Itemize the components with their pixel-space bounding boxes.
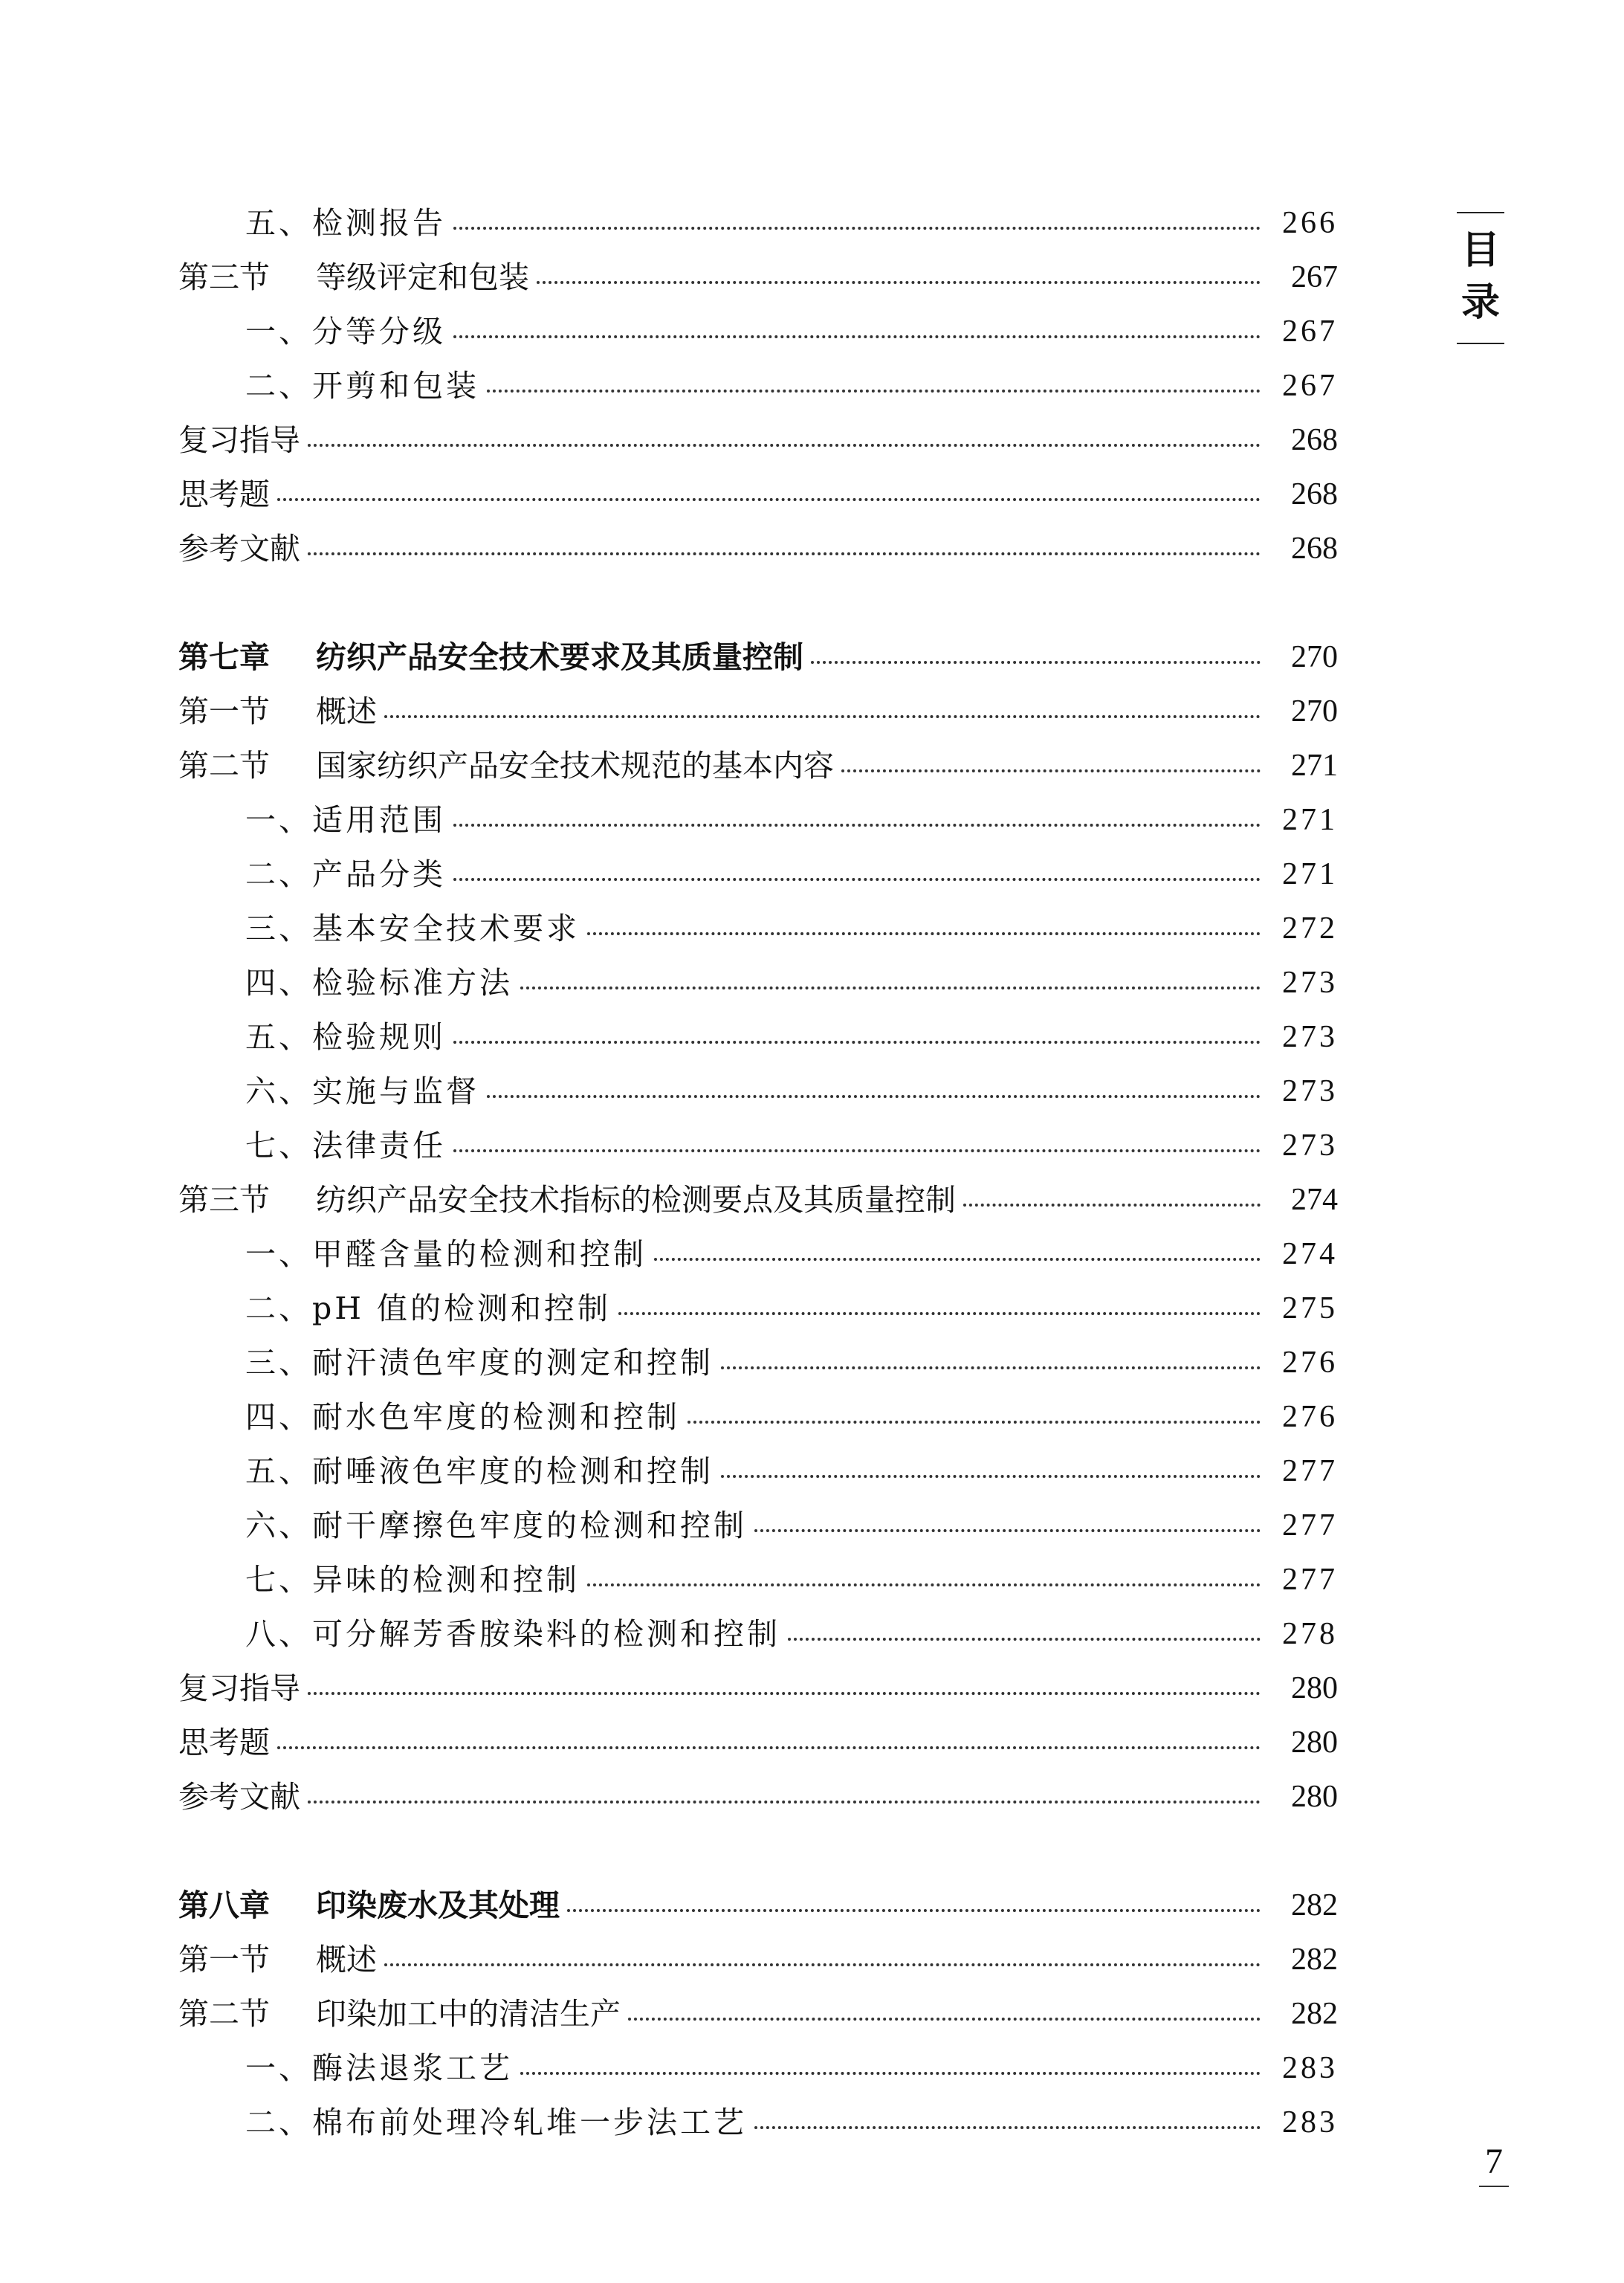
toc-entry-number: 第一节 [178,1942,270,1977]
toc-entry-title: 概述 [316,694,377,729]
dot-leader [628,1987,1261,2021]
toc-entry-page: 274 [1282,1237,1338,1271]
toc-entry-label [178,1879,1271,1932]
toc-entry-page: 277 [1282,1563,1338,1597]
toc-entry-label [245,1336,1271,1389]
toc-entry-number: 一、 [245,314,312,349]
toc-subsection-entry[interactable] [178,1282,1338,1335]
toc-entry-label [178,1987,1271,2041]
toc-entry-number: 一、 [245,1236,312,1272]
dot-leader [384,685,1261,718]
toc-entry-label [178,522,1271,575]
toc-entry-number: 七、 [245,1128,312,1163]
toc-entry-number: 二、 [245,1291,312,1326]
toc-entry-number: 四、 [245,1399,312,1435]
toc-entry-title: 思考题 [178,1725,270,1760]
toc-entry-page: 268 [1291,532,1338,566]
dot-leader [277,1716,1261,1749]
toc-subsection-entry[interactable] [178,1553,1338,1607]
dot-leader [487,1065,1261,1098]
toc-entry-label [245,2096,1271,2149]
toc-entry-label [245,847,1271,901]
toc-entry-page: 268 [1291,423,1338,457]
toc-entry-title: pH 值的检测和控制 [312,1291,612,1326]
toc-entry-label [245,1499,1271,1552]
toc-entry-number: 六、 [245,1508,312,1543]
dot-leader [963,1173,1261,1207]
toc-entry-label [245,1444,1271,1498]
toc-entry-page: 271 [1291,749,1338,783]
toc-entry-page: 267 [1291,260,1338,294]
toc-entry-label [245,2041,1271,2095]
toc-entry-page: 283 [1282,2051,1338,2085]
toc-entry-number: 七、 [245,1562,312,1598]
toc-entry-label [178,1662,1271,1715]
toc-entry-page: 282 [1291,1943,1338,1977]
toc-subsection-entry[interactable] [178,2041,1338,2095]
toc-entry-label [245,902,1271,955]
toc-entry-page: 266 [1282,206,1338,240]
toc-entry-label [245,1282,1271,1335]
page-number: 7 [1485,2142,1503,2181]
toc-entry-page: 267 [1282,314,1338,349]
toc-entry-page: 272 [1282,911,1338,946]
toc-subsection-entry[interactable] [178,1065,1338,1118]
dot-leader [308,1662,1261,1695]
toc-entry-page: 273 [1282,1128,1338,1163]
toc-entry-title: 耐水色牢度的检测和控制 [312,1399,680,1435]
toc-entry-number: 五、 [245,1453,312,1489]
toc-subsection-entry[interactable] [178,1010,1338,1064]
toc-entry-number: 四、 [245,965,312,1001]
toc-section-entry[interactable] [178,251,1338,304]
toc-entry-label [178,468,1271,521]
side-tab-char-1: 目 [1460,228,1500,273]
toc-entry-label [178,1933,1271,1986]
dot-leader [277,468,1261,501]
toc-entry-title: 复习指导 [178,422,300,458]
toc-entry-page: 271 [1282,803,1338,837]
toc-entry-number: 二、 [245,2105,312,2140]
toc-entry-title: 甲醛含量的检测和控制 [312,1236,647,1272]
toc-entry-title: 酶法退浆工艺 [312,2050,513,2086]
toc-entry-number: 第一节 [178,694,270,729]
toc-entry-label [245,1227,1271,1281]
toc-subsection-entry[interactable] [178,1336,1338,1389]
side-tab-top-rule [1457,212,1504,213]
toc-entry-number: 五、 [245,205,312,241]
toc-entry-number: 三、 [245,1345,312,1381]
toc-entry-number: 一、 [245,802,312,838]
toc-entry-title: 可分解芳香胺染料的检测和控制 [312,1616,780,1652]
dot-leader [453,1119,1261,1152]
dot-leader [453,305,1261,338]
toc-entry[interactable] [178,522,1338,575]
toc-entry-label [178,630,1271,684]
toc-section-entry[interactable] [178,1933,1338,1986]
toc-subsection-entry[interactable] [178,1444,1338,1498]
toc-entry[interactable] [178,1770,1338,1824]
toc-entry-number: 第七章 [178,639,270,675]
dot-leader [567,1879,1261,1912]
dot-leader [520,2041,1261,2075]
toc-entry-label [245,956,1271,1010]
toc-entry-number: 六、 [245,1073,312,1109]
toc-entry-label [245,1010,1271,1064]
toc-entry-title: 耐唾液色牢度的检测和控制 [312,1453,714,1489]
toc-entry-page: 280 [1291,1780,1338,1814]
dot-leader [453,847,1261,881]
toc-entry-title: 异味的检测和控制 [312,1562,580,1598]
toc-entry-page: 270 [1291,640,1338,674]
toc-entry-page: 274 [1291,1183,1338,1217]
toc-entry-page: 268 [1291,477,1338,511]
dot-leader [453,196,1261,230]
toc-entry-title: 纺织产品安全技术指标的检测要点及其质量控制 [316,1182,956,1218]
toc-subsection-entry[interactable] [178,956,1338,1010]
toc-subsection-entry[interactable] [178,196,1338,250]
toc-entry-label [178,1716,1271,1769]
toc-entry-page: 273 [1282,966,1338,1000]
toc-entry-number: 第二节 [178,1996,270,2032]
toc-entry-page: 276 [1282,1400,1338,1434]
toc-entry-title: 复习指导 [178,1670,300,1706]
toc-entry-title: 检验规则 [312,1019,446,1055]
toc-entry-label [245,1065,1271,1118]
dot-leader [688,1390,1261,1424]
dot-leader [618,1282,1261,1315]
toc-subsection-entry[interactable] [178,793,1338,847]
toc-entry-title: 适用范围 [312,802,446,838]
toc-entry-title: 概述 [316,1942,377,1977]
dot-leader [721,1444,1261,1478]
toc-section-entry[interactable] [178,739,1338,792]
toc-entry-number: 八、 [245,1616,312,1652]
dot-leader [754,1499,1261,1532]
toc-entry-title: 思考题 [178,477,270,512]
dot-leader [587,902,1261,935]
toc-entry-title: 分等分级 [312,314,446,349]
toc-entry-label [245,196,1271,250]
toc-entry-number: 三、 [245,911,312,946]
toc-entry-title: 纺织产品安全技术要求及其质量控制 [316,639,803,675]
toc-section-entry[interactable] [178,1987,1338,2041]
toc-entry-label [178,1770,1271,1824]
toc-entry-label [178,739,1271,792]
toc-entry[interactable] [178,1662,1338,1715]
toc-entry-label [245,1119,1271,1172]
dot-leader [841,739,1261,772]
toc-entry-title: 参考文献 [178,1779,300,1815]
toc-subsection-entry[interactable] [178,902,1338,955]
table-of-contents [178,0,1338,2283]
toc-subsection-entry[interactable] [178,1390,1338,1444]
toc-entry-title: 产品分类 [312,856,446,892]
toc-entry-label [245,793,1271,847]
toc-entry-title: 检验标准方法 [312,965,513,1001]
dot-leader [453,793,1261,827]
toc-entry-label [245,305,1271,358]
dot-leader [487,359,1261,393]
section-side-tab [1457,212,1504,346]
toc-entry-number: 一、 [245,2050,312,2086]
toc-entry-title: 印染废水及其处理 [316,1888,560,1923]
toc-entry-title: 国家纺织产品安全技术规范的基本内容 [316,748,834,784]
toc-entry-title: 检测报告 [312,205,446,241]
toc-entry-page: 280 [1291,1671,1338,1705]
toc-entry-title: 实施与监督 [312,1073,479,1109]
dot-leader [721,1336,1261,1369]
toc-entry-title: 耐干摩擦色牢度的检测和控制 [312,1508,747,1543]
toc-entry-page: 270 [1291,694,1338,729]
toc-entry-title: 印染加工中的清洁生产 [316,1996,621,2032]
dot-leader [384,1933,1261,1966]
toc-entry-number: 第二节 [178,748,270,784]
toc-entry-label [245,1553,1271,1607]
dot-leader [811,630,1261,664]
toc-entry-page: 277 [1282,1508,1338,1543]
toc-section-entry[interactable] [178,685,1338,738]
toc-subsection-entry[interactable] [178,847,1338,901]
toc-subsection-entry[interactable] [178,359,1338,413]
toc-entry-page: 267 [1282,369,1338,403]
toc-entry-label [178,1173,1271,1227]
toc-subsection-entry[interactable] [178,1227,1338,1281]
toc-entry[interactable] [178,413,1338,467]
side-tab-char-2: 录 [1460,280,1500,325]
dot-leader [654,1227,1261,1261]
toc-entry-label [245,1390,1271,1444]
toc-entry-label [178,251,1271,304]
dot-leader [520,956,1261,989]
toc-chapter-entry[interactable] [178,630,1338,684]
page-number-rule [1479,2186,1509,2187]
toc-entry-title: 参考文献 [178,531,300,566]
toc-entry-title: 等级评定和包装 [316,259,529,295]
toc-entry[interactable] [178,468,1338,521]
toc-entry-page: 276 [1282,1346,1338,1380]
dot-leader [754,2096,1261,2129]
toc-entry-number: 二、 [245,856,312,892]
toc-entry-page: 277 [1282,1454,1338,1488]
toc-subsection-entry[interactable] [178,1499,1338,1552]
toc-subsection-entry[interactable] [178,1607,1338,1661]
toc-section-entry[interactable] [178,1173,1338,1227]
toc-entry-title: 耐汗渍色牢度的测定和控制 [312,1345,714,1381]
toc-entry-title: 开剪和包装 [312,368,479,404]
dot-leader [308,1770,1261,1804]
toc-subsection-entry[interactable] [178,2096,1338,2149]
dot-leader [537,251,1261,284]
toc-entry-page: 280 [1291,1725,1338,1760]
dot-leader [308,413,1261,447]
dot-leader [788,1607,1261,1641]
toc-entry-number: 五、 [245,1019,312,1055]
toc-subsection-entry[interactable] [178,305,1338,358]
dot-leader [308,522,1261,555]
toc-entry[interactable] [178,1716,1338,1769]
toc-subsection-entry[interactable] [178,1119,1338,1172]
toc-entry-page: 282 [1291,1888,1338,1922]
toc-entry-page: 278 [1282,1617,1338,1651]
toc-entry-number: 第八章 [178,1888,270,1923]
dot-leader [453,1010,1261,1044]
toc-entry-page: 282 [1291,1997,1338,2031]
toc-entry-label [178,685,1271,738]
toc-entry-page: 283 [1282,2105,1338,2140]
toc-entry-label [245,359,1271,413]
toc-chapter-entry[interactable] [178,1879,1338,1932]
toc-entry-title: 棉布前处理冷轧堆一步法工艺 [312,2105,747,2140]
toc-entry-number: 第三节 [178,259,270,295]
toc-entry-title: 基本安全技术要求 [312,911,580,946]
toc-entry-page: 273 [1282,1074,1338,1108]
dot-leader [587,1553,1261,1586]
toc-entry-page: 273 [1282,1020,1338,1054]
toc-entry-number: 二、 [245,368,312,404]
toc-entry-number: 第三节 [178,1182,270,1218]
toc-entry-label [245,1607,1271,1661]
side-tab-bottom-rule [1457,343,1504,344]
toc-entry-label [178,413,1271,467]
toc-entry-page: 275 [1282,1291,1338,1325]
toc-entry-title: 法律责任 [312,1128,446,1163]
toc-entry-page: 271 [1282,857,1338,891]
